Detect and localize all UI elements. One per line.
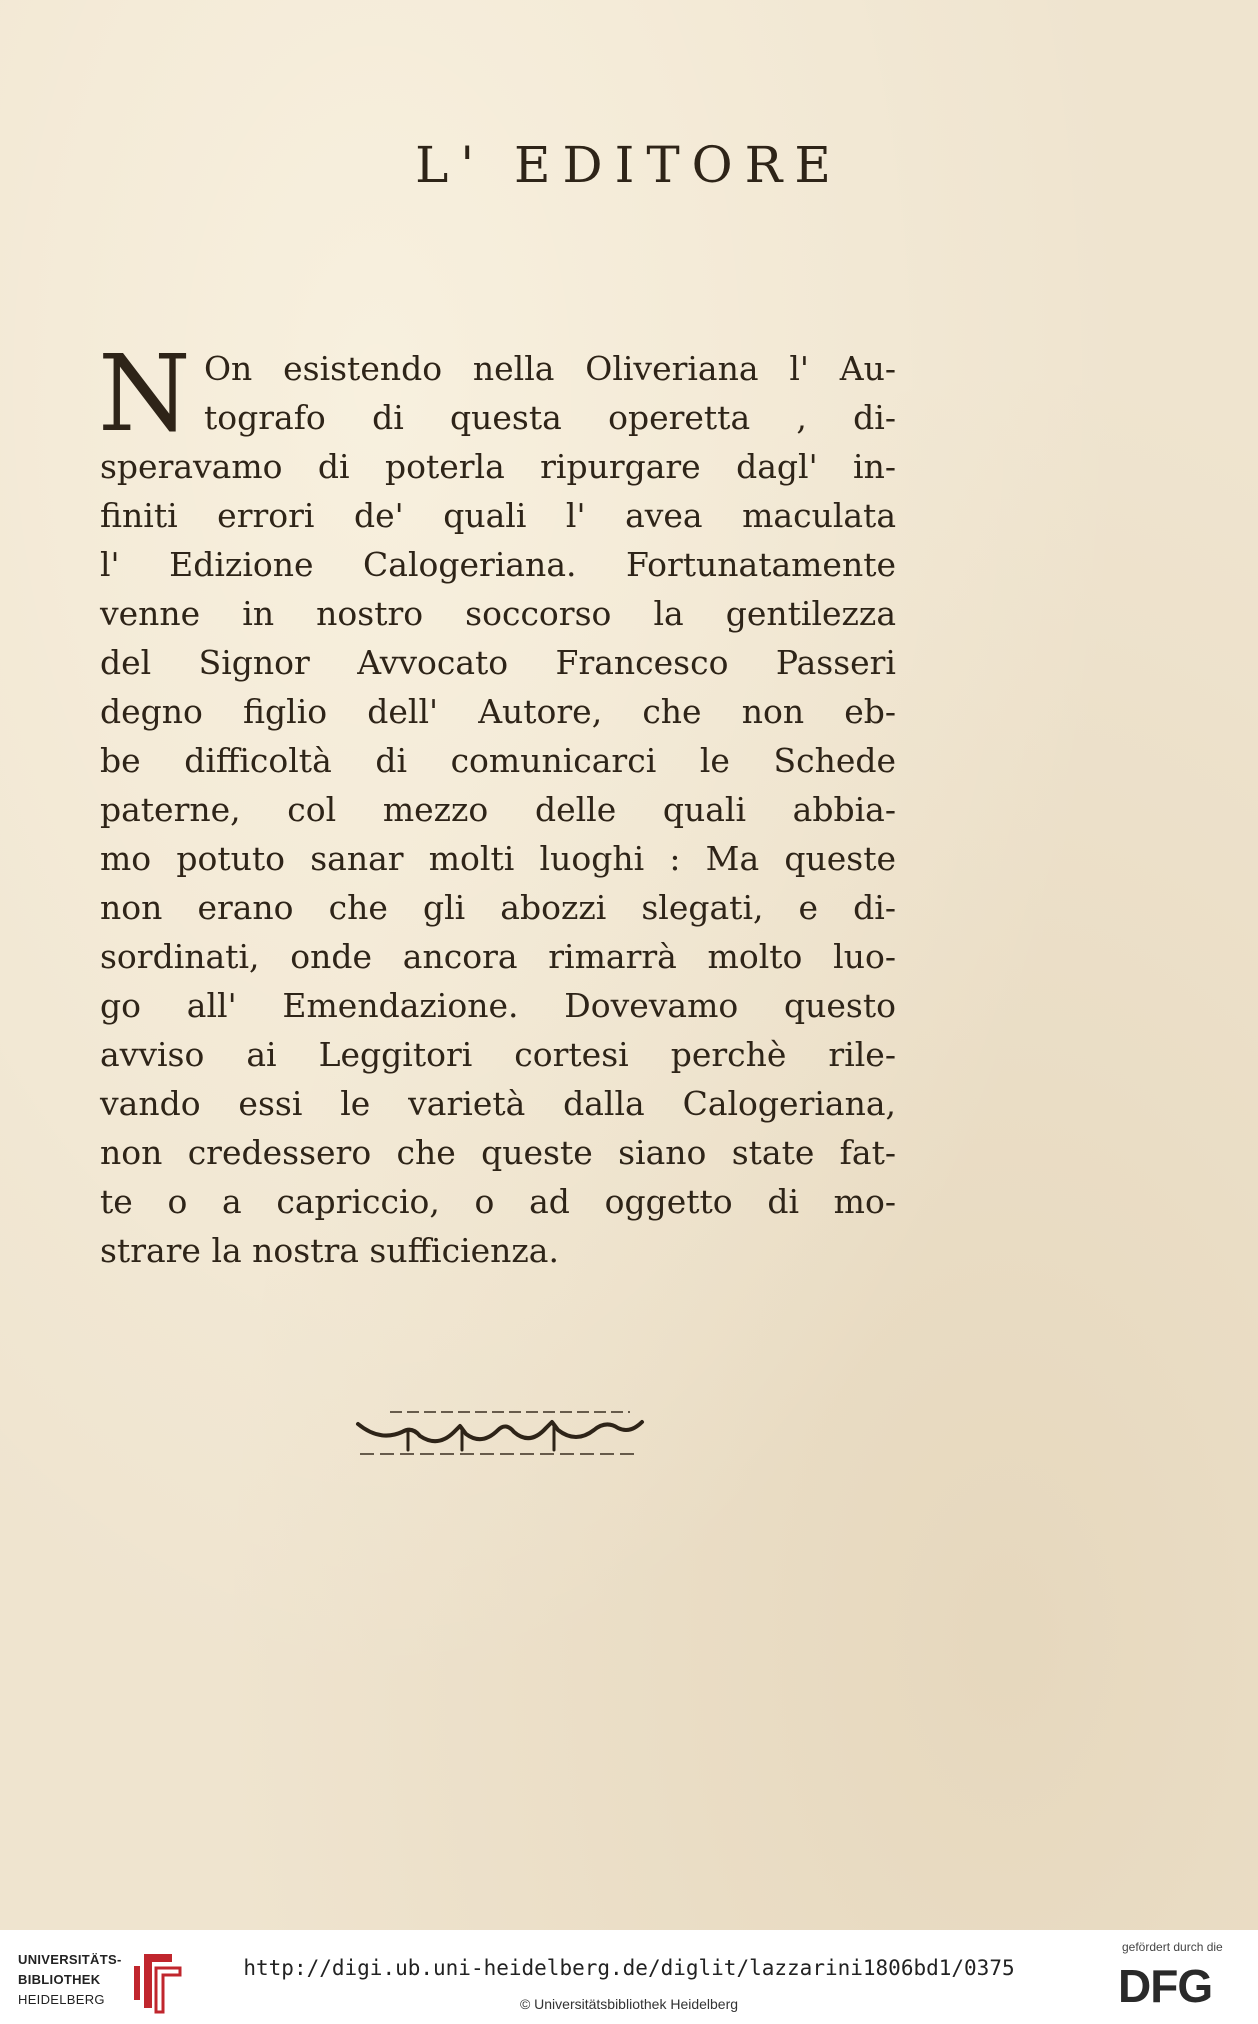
library-name-line: UNIVERSITÄTS- — [18, 1952, 122, 1967]
text-line: avviso ai Leggitori cortesi perchè rile- — [100, 1035, 896, 1074]
library-name-line: BIBLIOTHEK — [18, 1972, 101, 1987]
library-name-line: HEIDELBERG — [18, 1992, 105, 2007]
text-line: paterne, col mezzo delle quali abbia- — [100, 790, 896, 829]
footer — [0, 1930, 1258, 2024]
text-line: vando essi le varietà dalla Calogeriana, — [100, 1084, 896, 1123]
text-line: l' Edizione Calogeriana. Fortunatamente — [100, 545, 896, 584]
body-text — [98, 332, 896, 1275]
text-line: te o a capriccio, o ad oggetto di mo- — [100, 1182, 896, 1221]
text-line: non erano che gli abozzi slegati, e di- — [100, 888, 896, 927]
text-line: sordinati, onde ancora rimarrà molto luo- — [100, 937, 896, 976]
text-line: finiti errori de' quali l' avea maculata — [100, 496, 896, 535]
page-title: L' EDITORE — [415, 136, 843, 194]
text-line: venne in nostro soccorso la gentilezza — [100, 594, 896, 633]
text-line: degno figlio dell' Autore, che non eb- — [100, 692, 896, 731]
drop-cap: N — [98, 332, 191, 455]
dfg-logo: DFG — [1118, 1960, 1213, 2012]
text-line: go all' Emendazione. Dovevamo questo — [100, 986, 896, 1025]
copyright-notice: © Universitätsbibliothek Heidelberg — [519, 1996, 739, 2012]
text-line: strare la nostra sufficienza. — [100, 1231, 559, 1270]
text-line: del Signor Avvocato Francesco Passeri — [100, 643, 896, 682]
text-line: be difficoltà di comunicarci le Schede — [100, 741, 896, 780]
text-line: On esistendo nella Oliveriana l' Au- — [204, 349, 896, 388]
funder-caption: gefördert durch die — [1122, 1940, 1223, 1954]
text-line: mo potuto sanar molti luoghi : Ma queste — [100, 839, 896, 878]
text-line: non credessero che queste siano state fat- — [100, 1133, 896, 1172]
source-url[interactable]: http://digi.ub.uni-heidelberg.de/diglit/lazzarini1806bd1/0375 — [243, 1956, 1015, 1980]
text-line: speravamo di poterla ripurgare dagl' in- — [100, 447, 896, 486]
text-line: tografo di questa operetta , di- — [204, 398, 896, 437]
tailpiece-ornament-icon — [350, 1398, 650, 1462]
